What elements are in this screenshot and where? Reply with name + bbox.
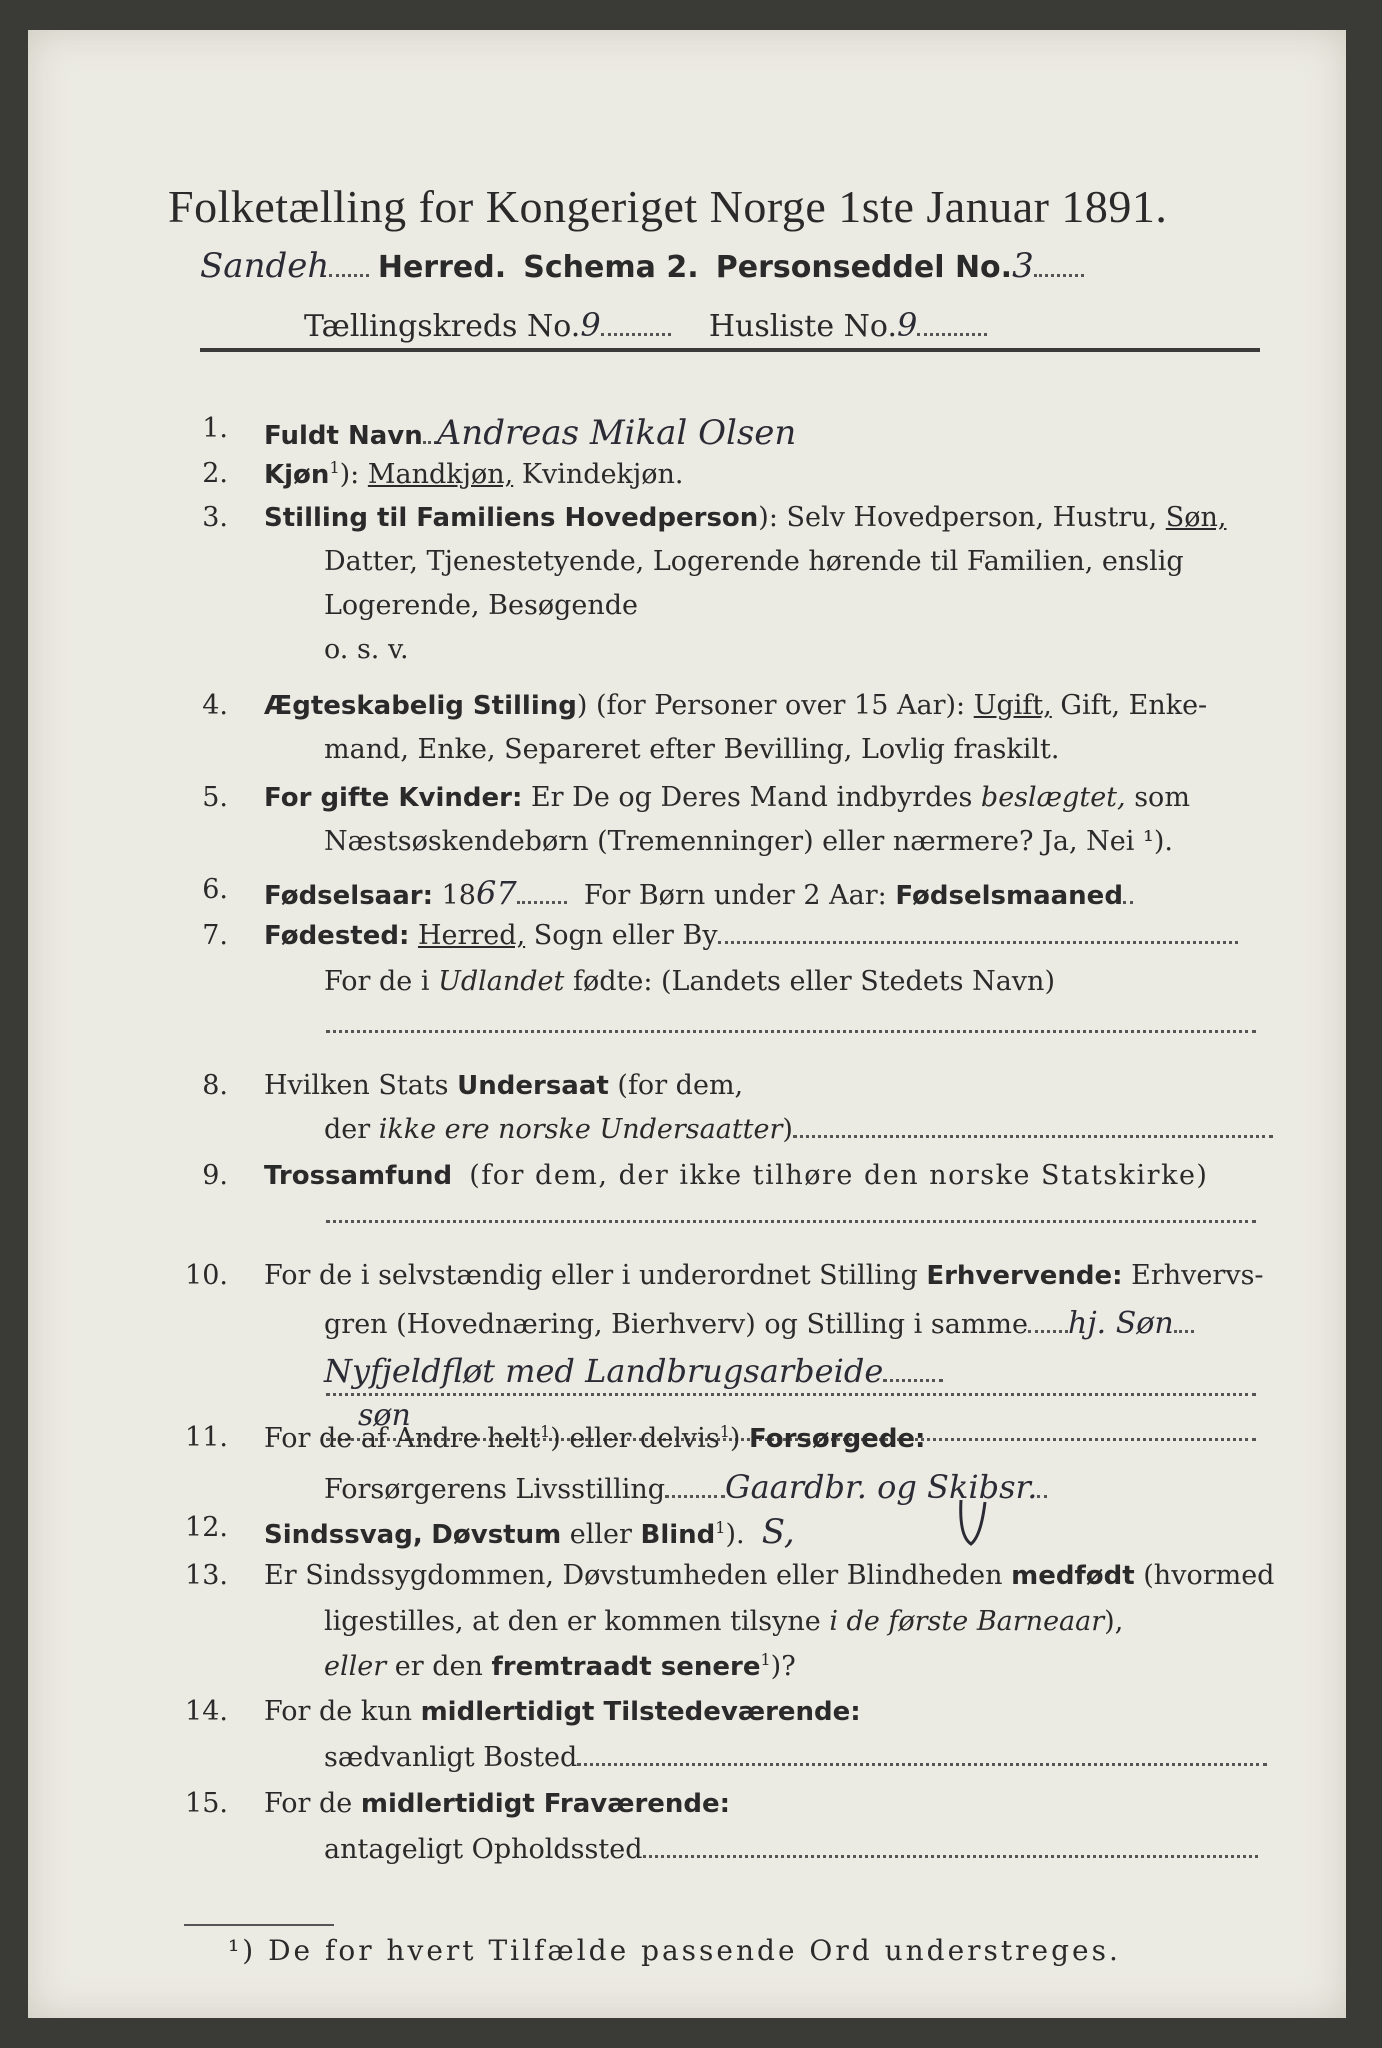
text: )? xyxy=(770,1651,796,1682)
item-10-line-1 xyxy=(264,1260,1264,1291)
text: sædvanligt Bosted xyxy=(324,1742,578,1773)
text: For Børn under 2 Aar: xyxy=(583,880,887,911)
text: For de xyxy=(264,1788,353,1819)
text: Sogn eller By xyxy=(533,920,718,951)
text: Gift, Enke- xyxy=(1060,690,1208,721)
label-undersaat: Undersaat xyxy=(457,1071,609,1101)
text: ). xyxy=(725,1519,745,1550)
year-printed: 18 xyxy=(441,880,476,911)
text: antageligt Opholdssted xyxy=(324,1834,643,1865)
item-number: 8. xyxy=(202,1070,228,1101)
text: der xyxy=(324,1114,371,1145)
option-ugift: Ugift, xyxy=(973,690,1052,721)
tellingskreds-value: 9 xyxy=(580,306,601,344)
item-number: 14. xyxy=(185,1696,228,1727)
text: (for dem, der ikke tilhøre den norske Statskirke) xyxy=(469,1160,1209,1191)
footnote xyxy=(228,1934,1121,1967)
option-mandkjon: Mandkjøn, xyxy=(367,459,514,490)
text-italic: beslægtet, xyxy=(980,782,1126,813)
text: ) eller delvis xyxy=(550,1423,720,1454)
item-5-line-1 xyxy=(264,782,1190,813)
label-sindssvag: Sindssvag, xyxy=(264,1520,423,1550)
handwritten-mark xyxy=(953,1496,993,1556)
item-12: Sindssvag, Døvstum eller Blind$^1$). S, xyxy=(264,1512,795,1552)
item-14-line-2 xyxy=(324,1742,1267,1773)
item-number: 10. xyxy=(185,1260,228,1291)
item-4-line-1 xyxy=(264,690,1207,721)
text: Forsørgerens Livsstilling xyxy=(324,1474,666,1505)
item-13-line-1 xyxy=(264,1560,1274,1591)
item-3-line-2: Datter, Tjenestetyende, Logerende hørende til Familien, enslig xyxy=(324,546,1184,577)
husliste-value: 9 xyxy=(896,306,918,344)
text: fødte: (Landets eller Stedets Navn) xyxy=(572,966,1055,997)
option-herred: Herred, xyxy=(417,920,526,951)
text: For de i selvstændig eller i underordnet Stilling xyxy=(264,1260,918,1291)
item-5-line-2: Næstsøskendebørn (Tremenninger) eller nærmere? Ja, Nei ¹). xyxy=(324,826,1173,857)
item-number: 5. xyxy=(202,782,228,813)
text: For de i xyxy=(324,966,430,997)
label-tilstedevaerende: midlertidigt Tilstedeværende: xyxy=(420,1697,861,1727)
item-10-line-2 xyxy=(324,1306,1194,1341)
text: Er De og Deres Mand indbyrdes xyxy=(530,782,973,813)
item-number: 13. xyxy=(185,1560,228,1591)
item-7-line-2 xyxy=(324,966,1055,997)
label-fuldt-navn: Fuldt Navn xyxy=(264,421,423,451)
item-number: 9. xyxy=(202,1160,228,1191)
herred-label: Herred. xyxy=(377,250,507,285)
herred-row xyxy=(200,246,1084,286)
item-8-line-1 xyxy=(264,1070,743,1101)
item-13-line-2 xyxy=(324,1606,1123,1637)
item-3-line-1 xyxy=(264,502,1226,533)
label-medfodt: medfødt xyxy=(1011,1561,1135,1591)
item-number: 15. xyxy=(185,1788,228,1819)
separator: ): xyxy=(339,459,360,490)
text: Hvilken Stats xyxy=(264,1070,449,1101)
item-number: 4. xyxy=(202,690,228,721)
item-3-line-4: o. s. v. xyxy=(324,634,409,665)
text-italic: Udlandet xyxy=(438,966,565,997)
label-stilling: Stilling til Familiens Hovedperson xyxy=(264,503,759,533)
text: som xyxy=(1134,782,1190,813)
option-son: Søn, xyxy=(1165,502,1227,533)
item-number: 11. xyxy=(185,1422,228,1453)
answer-line xyxy=(326,1030,1256,1033)
answer-line xyxy=(326,1220,1256,1223)
value-erhverv-cont: søn xyxy=(358,1398,411,1433)
tellingskreds-label: Tællingskreds No. xyxy=(304,309,581,344)
item-11-line-1: For de af Andre helt$^1$) eller delvis$^1$) Forsørgede: xyxy=(264,1422,926,1454)
footnote-text: De for hvert Tilfælde passende Ord understreges. xyxy=(268,1934,1121,1967)
label-fremtraadt: fremtraadt senere xyxy=(491,1652,761,1682)
item-number: 3. xyxy=(202,502,228,533)
text-italic: eller xyxy=(324,1651,387,1682)
text: gren (Hovednæring, Bierhverv) og Stilling i samme xyxy=(324,1309,1029,1340)
item-number: 1. xyxy=(202,413,228,444)
item-15-line-1 xyxy=(264,1788,730,1819)
label-fodselsmaaned: Fødselsmaaned xyxy=(895,881,1123,911)
value-fuldt-navn: Andreas Mikal Olsen xyxy=(436,413,797,453)
label-dovstum: Døvstum xyxy=(431,1520,562,1550)
option-kvindekjon: Kvindekjøn. xyxy=(521,459,684,490)
text: eller xyxy=(569,1519,632,1550)
item-10-line-3 xyxy=(324,1352,943,1390)
footnote-ref: 1 xyxy=(329,458,340,477)
form-title: Folketælling for Kongeriget Norge 1ste Januar 1891. xyxy=(168,181,1168,232)
text: ) xyxy=(782,1114,793,1145)
item-1 xyxy=(264,413,796,453)
label-fravaerende: midlertidigt Fraværende: xyxy=(360,1789,731,1819)
answer-line xyxy=(326,1393,1256,1396)
text: ), xyxy=(1104,1606,1124,1637)
item-4-line-2: mand, Enke, Separeret efter Bevilling, Lovlig fraskilt. xyxy=(324,734,1060,765)
text: Erhvervs- xyxy=(1131,1260,1264,1291)
item-number: 7. xyxy=(202,920,228,951)
year-handwritten: 67 xyxy=(475,874,517,912)
label-forsorgede: Forsørgede: xyxy=(749,1424,926,1454)
personseddel-label: Personseddel No. xyxy=(715,250,1013,285)
item-14-line-1 xyxy=(264,1696,861,1727)
schema-label: Schema 2. xyxy=(523,250,699,285)
tellingskreds-row xyxy=(304,306,987,344)
text: Er Sindssygdommen, Døvstumheden eller Blindheden xyxy=(264,1560,1003,1591)
item-2 xyxy=(264,458,684,490)
text-italic: ikke ere norske Undersaatter xyxy=(378,1114,783,1145)
item-8-line-2 xyxy=(324,1114,1273,1145)
item-13-line-3: eller er den fremtraadt senere$^1$)? xyxy=(324,1650,796,1682)
label-aegteskabelig: Ægteskabelig Stilling xyxy=(264,691,577,721)
text: ) xyxy=(729,1423,741,1454)
item-9 xyxy=(264,1160,1208,1191)
label-trossamfund: Trossamfund xyxy=(264,1161,453,1191)
value-sindssvag: S, xyxy=(761,1512,795,1552)
item-11-line-2 xyxy=(324,1468,1047,1506)
item-6 xyxy=(264,874,1133,912)
item-7-line-1 xyxy=(264,920,1238,951)
item-15-line-2 xyxy=(324,1834,1258,1865)
text: (hvormed xyxy=(1143,1560,1275,1591)
label-fodested: Fødested: xyxy=(264,921,410,951)
label-blind: Blind xyxy=(640,1520,716,1550)
herred-value: Sandeh xyxy=(200,246,330,286)
text: er den xyxy=(394,1651,483,1682)
text: ligestilles, at den er kommen tilsyne xyxy=(324,1606,821,1637)
text: For de kun xyxy=(264,1696,412,1727)
personseddel-value: 3 xyxy=(1012,246,1034,286)
item-3-line-3: Logerende, Besøgende xyxy=(324,590,638,621)
text: ): Selv Hovedperson, Hustru, xyxy=(758,502,1158,533)
footnote-divider xyxy=(184,1924,334,1926)
text: For de af Andre helt xyxy=(264,1423,541,1454)
item-number: 2. xyxy=(202,458,228,489)
value-erhverv: Nyfjeldfløt med Landbrugsarbeide xyxy=(324,1352,884,1390)
header-divider xyxy=(200,348,1260,352)
label-erhvervende: Erhvervende: xyxy=(926,1261,1123,1291)
value-livsstilling: Gaardbr. og Skibsr. xyxy=(725,1468,1038,1506)
text: (for dem, xyxy=(617,1070,744,1101)
value-stilling: hj. Søn xyxy=(1068,1306,1174,1341)
item-number: 6. xyxy=(202,874,228,905)
census-form xyxy=(28,30,1346,2018)
label-gifte-kvinder: For gifte Kvinder: xyxy=(264,783,523,813)
husliste-label: Husliste No. xyxy=(708,309,897,344)
footnote-mark: ¹) xyxy=(228,1934,257,1967)
label-kjon: Kjøn xyxy=(264,460,330,490)
text-italic: i de første Barneaar xyxy=(829,1606,1105,1637)
label-fodselsaar: Fødselsaar: xyxy=(264,881,433,911)
item-number: 12. xyxy=(185,1512,228,1543)
text: ) (for Personer over 15 Aar): xyxy=(576,690,966,721)
